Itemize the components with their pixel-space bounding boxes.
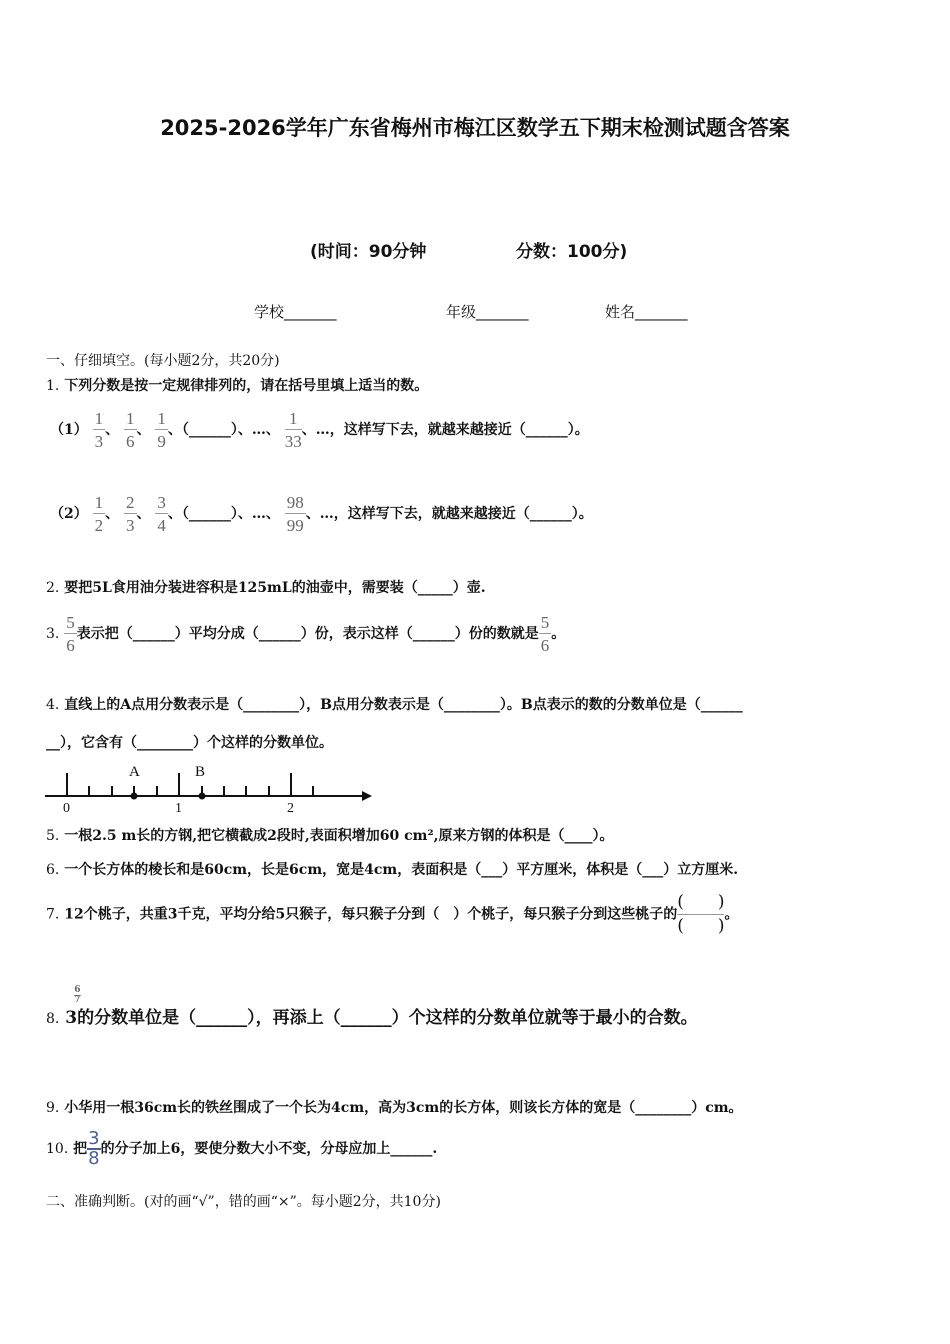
school-label: 学校	[254, 303, 285, 321]
score-label: 分数：100分)	[516, 242, 628, 262]
svg-text:A: A	[129, 764, 140, 780]
svg-text:B: B	[195, 764, 206, 780]
question-text: 12个桃子，共重3千克，平均分给5只猴子，每只猴子分到（ ）个桃子，每只猴子分到这些桃子的	[64, 906, 678, 923]
fraction: $\frac{5}{6}$	[540, 613, 550, 655]
grade-field	[446, 301, 529, 322]
svg-text:0: 0	[63, 801, 70, 816]
question-number: 2.	[46, 580, 60, 596]
school-blank: _______	[284, 303, 337, 321]
question-text: 要把5L食用油分装进容积是125mL的油壶中，需要装（_____）壶.	[64, 580, 486, 596]
question-1-part-2: （2） $\frac{1}{2}$ 、 $\frac{2}{3}$ 、 $\frac{3}{4}$ 、（______）、…、 $\frac{98}{99}$ 、…，这样写下去，就越来越接近（______）。	[50, 493, 593, 535]
question-number: 6.	[46, 862, 60, 878]
number-line-diagram	[40, 758, 380, 816]
question-3: 3. $\frac{5}{6}$ 表示把（______）平均分成（______）份，表示这样（______）份的数就是 $\frac{5}{6}$ 。	[46, 613, 566, 655]
answer-blank[interactable]: （______）	[181, 422, 238, 438]
grade-blank: _______	[476, 303, 529, 321]
question-number: 1.	[46, 378, 60, 394]
question-2	[46, 578, 486, 598]
question-text: 一个长方体的棱长和是60cm，长是6cm，宽是4cm，表面积是（___）平方厘米，体积是（___）立方厘米.	[64, 862, 739, 878]
question-5	[46, 826, 613, 846]
fraction: $\frac{3}{4}$	[157, 493, 166, 535]
point-a	[131, 793, 138, 800]
part-label: （2）	[50, 506, 88, 522]
question-10: 10. 把 $\frac{3}{8}$ 的分子加上6，要使分数大小不变，分母应加上______.	[46, 1128, 438, 1169]
time-label: (时间：90分钟	[310, 242, 427, 262]
fraction: $\frac{98}{99}$	[286, 493, 304, 535]
question-text: 小华用一根36cm长的铁丝围成了一个长为4cm，高为3cm的长方体，则该长方体的宽是（________）cm。	[64, 1100, 743, 1116]
question-number: 8.	[46, 1011, 60, 1027]
question-7: 7. 12个桃子，共重3千克，平均分给5只猴子，每只猴子分到（ ）个桃子，每只猴子分到这些桃子的 $\frac{( )}{( )}$ 。	[46, 892, 739, 936]
question-9	[46, 1098, 743, 1118]
mixed-number: 3 $\frac{6}{7}$	[65, 985, 81, 1028]
fraction: $\frac{1}{9}$	[157, 409, 166, 451]
question-1-part-1: （1） $\frac{1}{3}$ 、 $\frac{1}{6}$ 、 $\frac{1}{9}$ 、（______）、…、 $\frac{1}{33}$ 、…，这样写下去，就越来越接近（______）。	[50, 409, 589, 451]
question-text: 表示把（______）平均分成（______）份，表示这样（______）份的数就是	[76, 626, 539, 642]
question-6	[46, 860, 738, 880]
name-blank: _______	[635, 303, 688, 321]
question-text: 的分子加上6，要使分数大小不变，分母应加上______.	[100, 1141, 438, 1157]
fraction-blank[interactable]: $\frac{( )}{( )}$	[677, 892, 725, 936]
question-number: 7.	[46, 906, 60, 923]
question-4-line-2: __），它含有（________）个这样的分数单位。	[46, 735, 333, 751]
fraction: $\frac{2}{3}$	[126, 493, 135, 535]
question-number: 3.	[46, 626, 60, 642]
question-text: 下列分数是按一定规律排列的，请在括号里填上适当的数。	[64, 378, 429, 394]
question-text: 直线上的A点用分数表示是（________），B点用分数表示是（________）。B点表示的数的分数单位是（______	[64, 697, 743, 713]
section2-heading: 二、准确判断。(对的画“√”，错的画“×”。每小题2分，共10分)	[46, 1194, 441, 1210]
name-label: 姓名	[605, 303, 636, 321]
name-field	[605, 301, 688, 322]
question-number: 10.	[46, 1141, 69, 1157]
answer-blank[interactable]: （______）	[181, 506, 238, 522]
question-text: 的分数单位是（______），再添上（______）个这样的分数单位就等于最小的合数。	[77, 1008, 698, 1028]
section1-heading: 一、仔细填空。(每小题2分，共20分)	[46, 353, 280, 369]
fraction: $\frac{1}{3}$	[94, 409, 104, 451]
point-b	[199, 793, 206, 800]
fraction: $\frac{1}{2}$	[94, 493, 104, 535]
svg-text:2: 2	[287, 801, 294, 816]
fraction: $\frac{1}{33}$	[284, 409, 302, 451]
svg-text:1: 1	[175, 801, 182, 816]
fraction: $\frac{5}{6}$	[66, 613, 75, 655]
question-4-line-1	[46, 695, 743, 715]
question-1	[46, 376, 428, 396]
question-text: 一根2.5 m长的方钢,把它横截成2段时,表面积增加60 cm²,原来方钢的体积是（____）。	[64, 828, 614, 844]
question-tail: 、…，这样写下去，就越来越接近（______）。	[305, 506, 593, 522]
fraction-image: $\frac{3}{8}$	[88, 1128, 100, 1169]
school-field	[254, 301, 337, 322]
question-tail: 、…，这样写下去，就越来越接近（______）。	[301, 422, 589, 438]
grade-label: 年级	[446, 303, 477, 321]
question-8	[46, 985, 698, 1029]
question-number: 4.	[46, 697, 60, 713]
fraction: $\frac{1}{6}$	[126, 409, 135, 451]
arrow-icon	[362, 791, 372, 801]
question-number: 9.	[46, 1100, 60, 1116]
document-title: 2025-2026学年广东省梅州市梅江区数学五下期末检测试题含答案	[160, 116, 790, 140]
part-label: （1）	[50, 422, 88, 438]
question-number: 5.	[46, 828, 60, 844]
